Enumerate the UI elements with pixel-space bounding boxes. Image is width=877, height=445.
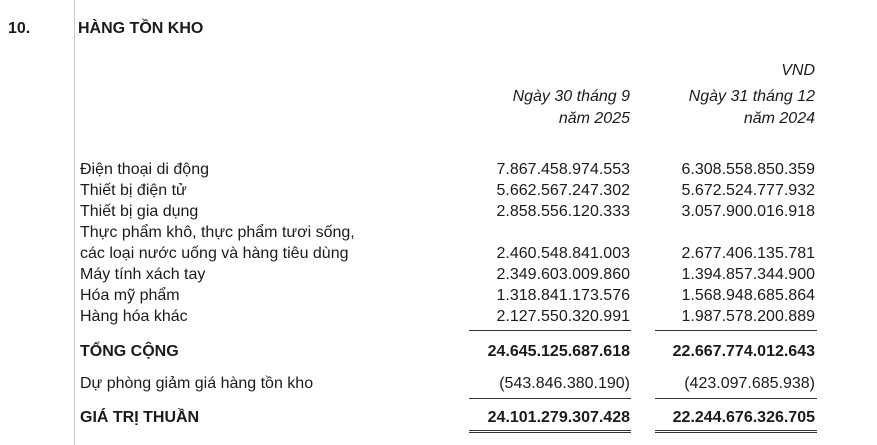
net-value-2025: 24.101.279.307.428 — [487, 409, 630, 426]
scan-artifact-line — [74, 0, 75, 445]
value-2024: 6.308.558.850.359 — [681, 161, 815, 178]
net-rule — [655, 398, 817, 399]
value-2024: 1.568.948.685.864 — [681, 287, 815, 304]
column-header-dec-2024 — [615, 86, 815, 130]
column-header-line: năm 2025 — [558, 110, 630, 127]
provision-label: Dự phòng giảm giá hàng tồn kho — [80, 375, 314, 392]
value-2024: 2.677.406.135.781 — [681, 245, 815, 262]
column-header-line: Ngày 30 tháng 9 — [512, 88, 630, 105]
row-label: Máy tính xách tay — [80, 266, 206, 283]
total-value-2025: 24.645.125.687.618 — [487, 343, 630, 360]
currency-unit: VND — [781, 62, 815, 79]
column-header-sep-2025 — [430, 86, 630, 130]
value-2025: 7.867.458.974.553 — [496, 161, 630, 178]
net-double-rule — [469, 430, 631, 433]
net-label: GIÁ TRỊ THUẦN — [80, 409, 200, 426]
column-header-line: năm 2024 — [743, 110, 815, 127]
net-value-2024: 22.244.676.326.705 — [672, 409, 815, 426]
provision-value-2024: (423.097.685.938) — [684, 375, 815, 392]
value-2025: 2.349.603.009.860 — [496, 266, 630, 283]
row-label: Hàng hóa khác — [80, 308, 188, 325]
total-label: TỔNG CỘNG — [80, 343, 179, 360]
subtotal-rule — [655, 330, 817, 331]
section-title: HÀNG TỒN KHO — [78, 20, 204, 37]
subtotal-rule — [469, 330, 631, 331]
column-header-line: Ngày 31 tháng 12 — [688, 88, 815, 105]
total-value-2024: 22.667.774.012.643 — [672, 343, 815, 360]
value-2025: 2.127.550.320.991 — [496, 308, 630, 325]
section-number: 10. — [8, 20, 31, 37]
value-2024: 3.057.900.016.918 — [681, 203, 815, 220]
row-label: Thiết bị điện tử — [80, 182, 187, 199]
provision-value-2025: (543.846.380.190) — [499, 375, 630, 392]
row-label: Thiết bị gia dụng — [80, 203, 199, 220]
row-label: các loại nước uống và hàng tiêu dùng — [80, 245, 349, 262]
value-2025: 5.662.567.247.302 — [496, 182, 630, 199]
row-label: Hóa mỹ phẩm — [80, 287, 180, 304]
value-2025: 2.460.548.841.003 — [496, 245, 630, 262]
net-double-rule — [655, 430, 817, 433]
net-rule — [469, 398, 631, 399]
row-label-line1: Thực phẩm khô, thực phẩm tươi sống, — [80, 224, 355, 241]
value-2024: 1.987.578.200.889 — [681, 308, 815, 325]
value-2024: 5.672.524.777.932 — [681, 182, 815, 199]
row-label: Điện thoại di động — [80, 161, 209, 178]
value-2024: 1.394.857.344.900 — [681, 266, 815, 283]
value-2025: 1.318.841.173.576 — [496, 287, 630, 304]
value-2025: 2.858.556.120.333 — [496, 203, 630, 220]
